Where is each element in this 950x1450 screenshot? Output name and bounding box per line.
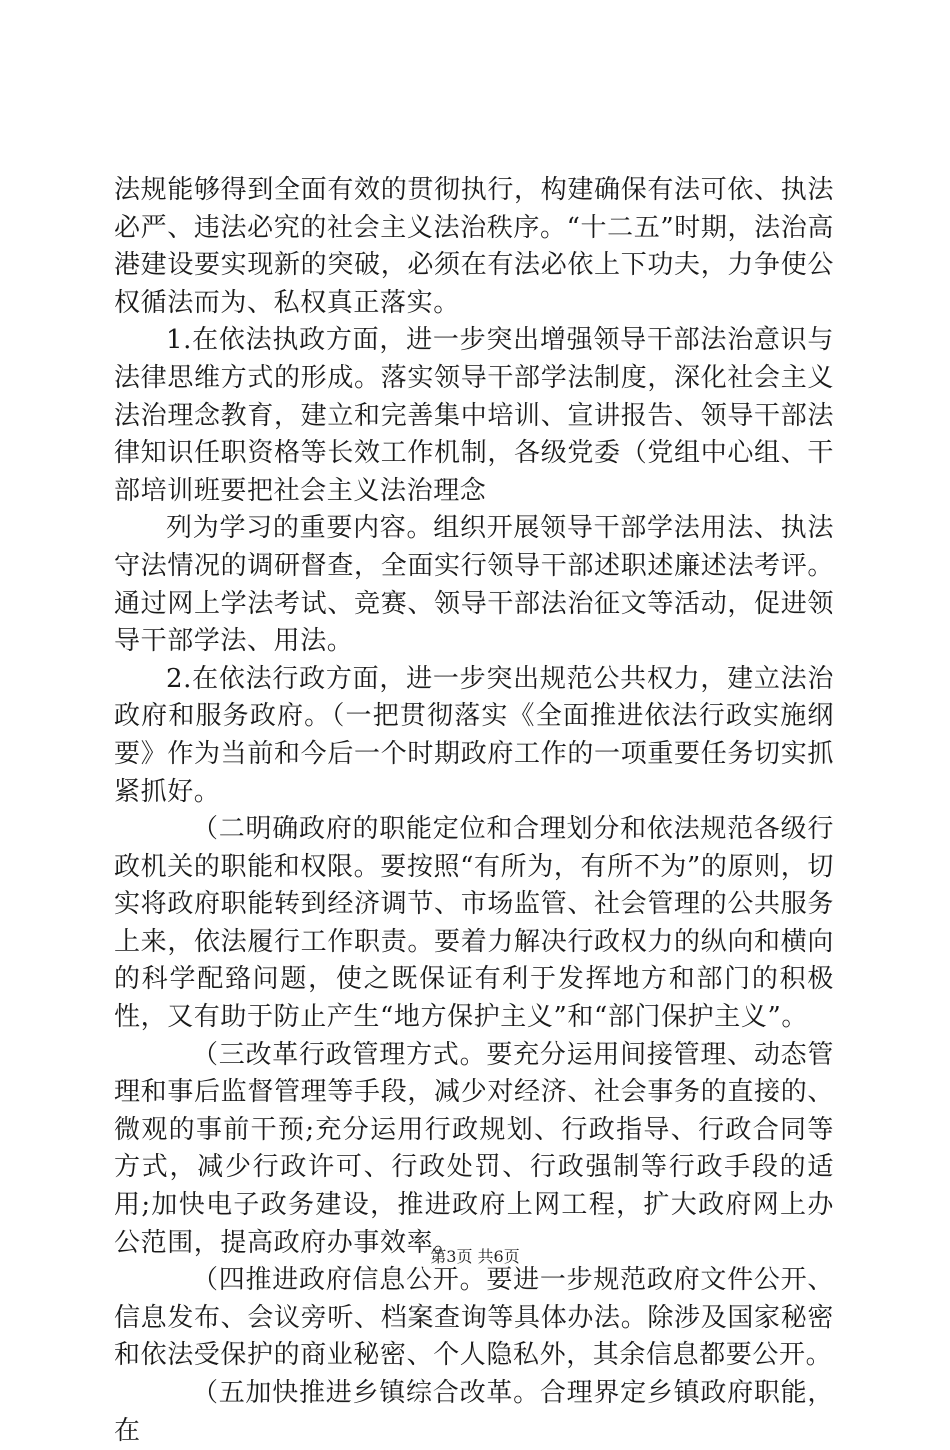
paragraph-item-1-continued: 列为学习的重要内容。组织开展领导干部学法用法、执法守法情况的调研督查，全面实行领导干部述职述廉述法考评。通过网上学法考试、竞赛、领导干部法治征文等活动，促进领导干部学法、用法。 [114, 513, 834, 657]
paragraph-subitem-2: （二明确政府的职能定位和合理划分和依法规范各级行政机关的职能和权限。要按照“有所为，有所不为”的原则，切实将政府职能转到经济调节、市场监管、社会管理的公共服务上来，依法履行工作职责。要着力解决行政权力的纵向和横向的科学配臵问题，使之既保证有利于发挥地方和部门的积极性，又有助于防止产生“地方保护主义”和“部门保护主义”。 [114, 814, 834, 1033]
paragraph-continuation: 法规能够得到全面有效的贯彻执行，构建确保有法可依、执法必严、违法必究的社会主义法治秩序。“十二五”时期，法治高港建设要实现新的突破，必须在有法必依上下功夫，力争使公权循法而为、私权真正落实。 [114, 175, 834, 318]
paragraph-item-2: 2.在依法行政方面，进一步突出规范公共权力，建立法治政府和服务政府。（一把贯彻落实《全面推进依法行政实施纲要》作为当前和今后一个时期政府工作的一项重要任务切实抓紧抓好。 [114, 663, 834, 807]
paragraph-subitem-5: （五加快推进乡镇综合改革。合理界定乡镇政府职能，在 [114, 1378, 834, 1446]
paragraph-subitem-4: （四推进政府信息公开。要进一步规范政府文件公开、信息发布、会议旁听、档案查询等具体办法。除涉及国家秘密和依法受保护的商业秘密、个人隐私外，其余信息都要公开。 [114, 1265, 834, 1371]
page-footer: 第3页 共6页 [430, 1247, 520, 1266]
paragraph-subitem-3: （三改革行政管理方式。要充分运用间接管理、动态管理和事后监督管理等手段，减少对经济、社会事务的直接的、微观的事前干预;充分运用行政规划、行政指导、行政合同等方式，减少行政许可、行政处罚、行政强制等行政手段的适用;加快电子政务建设，推进政府上网工程，扩大政府网上办公范围，提高政府办事效率。 [114, 1039, 834, 1258]
paragraph-item-1: 1.在依法执政方面，进一步突出增强领导干部法治意识与法律思维方式的形成。落实领导干部学法制度，深化社会主义法治理念教育，建立和完善集中培训、宣讲报告、领导干部法律知识任职资格等长效工作机制，各级党委（党组中心组、干部培训班要把社会主义法治理念 [114, 325, 834, 506]
